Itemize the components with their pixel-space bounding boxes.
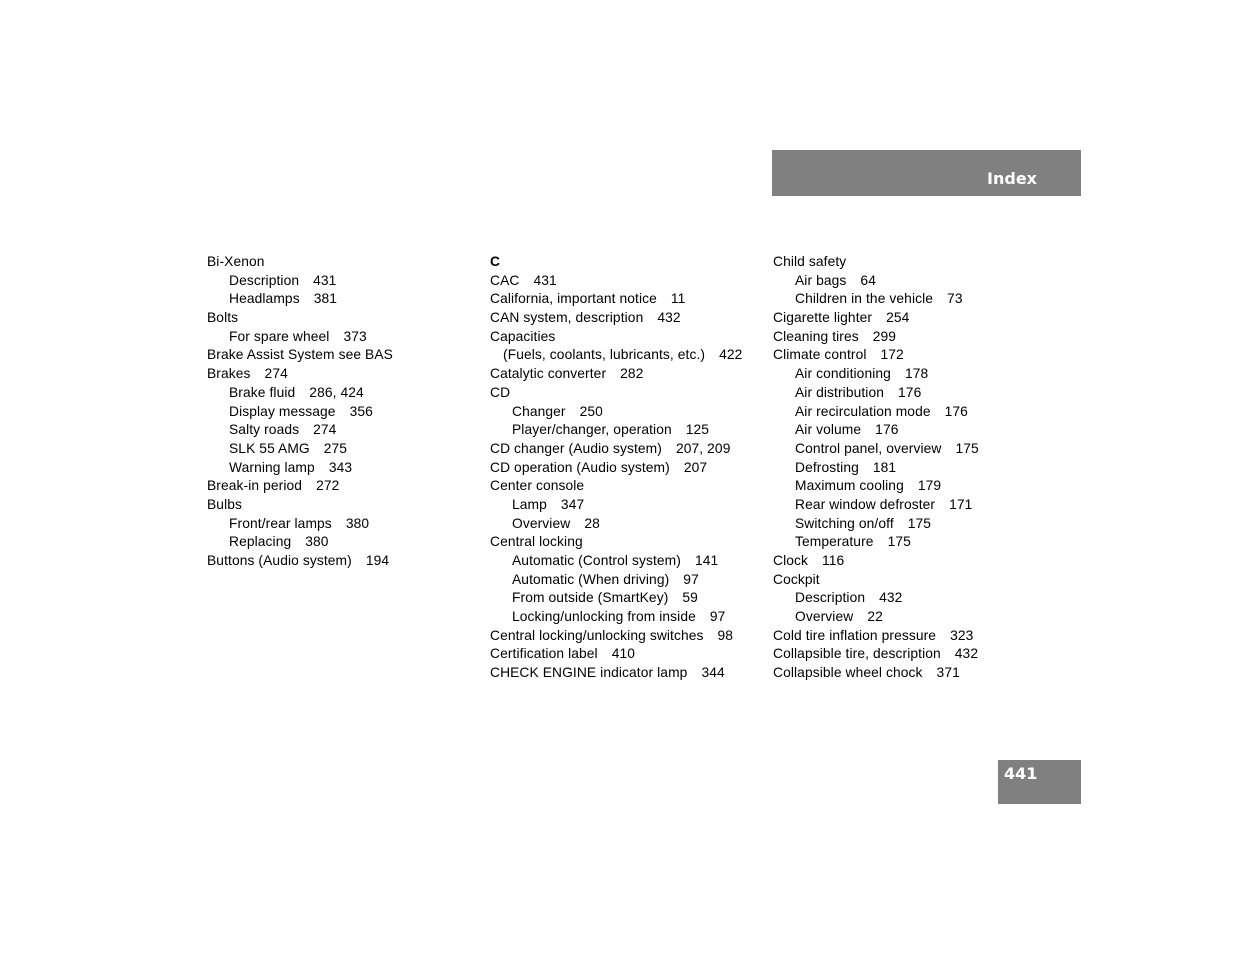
index-entry bbox=[207, 403, 477, 422]
index-entry-text: Player/changer, operation bbox=[512, 422, 672, 438]
index-entry bbox=[773, 533, 1043, 552]
index-entry bbox=[773, 627, 1043, 646]
index-entry-text: Air volume bbox=[795, 422, 862, 438]
index-entry-text: Description bbox=[795, 590, 866, 606]
index-entry bbox=[773, 421, 1043, 440]
index-page-ref: 275 bbox=[323, 440, 348, 456]
index-entry-text: Bulbs bbox=[207, 496, 243, 512]
index-entry-text: Defrosting bbox=[795, 459, 859, 475]
index-entry-text: California, important notice bbox=[490, 291, 657, 307]
index-entry bbox=[773, 253, 1043, 272]
index-page-ref: 432 bbox=[879, 590, 903, 606]
index-column-1 bbox=[207, 253, 477, 571]
index-entry bbox=[773, 328, 1043, 347]
index-page-ref: 371 bbox=[936, 665, 960, 681]
index-entry bbox=[490, 664, 760, 683]
index-page-ref: 373 bbox=[343, 328, 367, 344]
index-page-ref: 97 bbox=[683, 571, 699, 587]
index-page-ref: 431 bbox=[313, 272, 337, 288]
index-entry bbox=[490, 459, 760, 478]
index-entry-text: Collapsible tire, description bbox=[773, 646, 941, 662]
index-page-ref: 194 bbox=[365, 553, 390, 568]
index-page-ref: 343 bbox=[328, 459, 353, 475]
index-entry bbox=[773, 552, 1043, 571]
index-entry bbox=[207, 365, 477, 384]
index-entry bbox=[490, 384, 760, 403]
index-entry bbox=[773, 272, 1043, 291]
index-page-ref: 347 bbox=[560, 496, 585, 512]
index-entry-text: From outside (SmartKey) bbox=[512, 590, 669, 606]
index-page-ref: 22 bbox=[867, 609, 883, 625]
index-entry bbox=[773, 459, 1043, 478]
index-entry bbox=[773, 664, 1043, 683]
index-entry bbox=[490, 477, 760, 496]
index-page-ref: 176 bbox=[875, 422, 899, 438]
index-page-ref: 286, 424 bbox=[309, 384, 364, 400]
index-entry-text: Warning lamp bbox=[229, 459, 315, 475]
index-page-ref: 299 bbox=[872, 328, 897, 344]
index-column-3 bbox=[773, 253, 1043, 683]
index-entry bbox=[207, 552, 477, 571]
index-entry-text: Catalytic converter bbox=[490, 366, 607, 382]
index-entry bbox=[773, 608, 1043, 627]
index-entry-text: Rear window defroster bbox=[795, 496, 936, 512]
index-entry bbox=[773, 589, 1043, 608]
index-entry-text: Front/rear lamps bbox=[229, 515, 332, 531]
index-page-ref: 11 bbox=[670, 291, 686, 307]
index-entry-text: Air bags bbox=[795, 272, 847, 288]
index-entry bbox=[490, 328, 760, 347]
index-entry bbox=[490, 309, 760, 328]
index-entry-text: Cockpit bbox=[773, 571, 820, 587]
index-page-ref: 282 bbox=[620, 366, 644, 382]
index-column-2 bbox=[490, 253, 760, 683]
index-entry-text: Capacities bbox=[490, 328, 556, 344]
index-entry-text: Collapsible wheel chock bbox=[773, 665, 923, 681]
index-page-ref: 381 bbox=[313, 291, 338, 307]
index-entry-text: Bolts bbox=[207, 310, 239, 326]
index-entry bbox=[490, 403, 760, 422]
index-entry-text: Changer bbox=[512, 403, 566, 419]
index-entry-text: Central locking/unlocking switches bbox=[490, 627, 704, 643]
index-entry-text: Climate control bbox=[773, 347, 867, 363]
index-entry bbox=[207, 533, 477, 552]
index-entry bbox=[490, 346, 760, 365]
index-entry-text: Brake fluid bbox=[229, 384, 296, 400]
index-page-ref: 410 bbox=[611, 646, 636, 662]
index-entry bbox=[207, 440, 477, 459]
index-page-ref: 179 bbox=[917, 478, 942, 494]
index-entry-text: Buttons (Audio system) bbox=[207, 553, 352, 568]
index-entry bbox=[773, 440, 1043, 459]
index-entry-text: Lamp bbox=[512, 496, 547, 512]
index-entry-text: Display message bbox=[229, 403, 336, 419]
index-entry-text: CHECK ENGINE indicator lamp bbox=[490, 665, 688, 681]
index-page-ref: 175 bbox=[955, 440, 979, 456]
index-entry bbox=[773, 290, 1043, 309]
index-entry-text: Switching on/off bbox=[795, 515, 894, 531]
index-entry-text: Central locking bbox=[490, 534, 583, 550]
index-entry bbox=[490, 627, 760, 646]
index-page-ref: 272 bbox=[316, 478, 340, 494]
index-page-ref: 28 bbox=[584, 515, 600, 531]
index-page-ref: 171 bbox=[949, 496, 973, 512]
index-entry bbox=[490, 571, 760, 590]
index-entry bbox=[773, 496, 1043, 515]
index-entry-text: Children in the vehicle bbox=[795, 291, 934, 307]
index-entry-text: Maximum cooling bbox=[795, 478, 904, 494]
index-entry bbox=[490, 645, 760, 664]
index-page-ref: 98 bbox=[717, 627, 734, 643]
index-page-ref: 250 bbox=[579, 403, 603, 419]
index-entry-text: Child safety bbox=[773, 254, 847, 269]
index-entry bbox=[490, 272, 760, 291]
index-entry bbox=[490, 608, 760, 627]
index-page-ref: 207 bbox=[683, 459, 708, 475]
index-page-ref: 178 bbox=[904, 366, 929, 382]
index-entry-text: Cleaning tires bbox=[773, 328, 859, 344]
index-entry bbox=[773, 346, 1043, 365]
index-entry-text: CAN system, description bbox=[490, 310, 644, 326]
index-entry bbox=[490, 533, 760, 552]
index-entry bbox=[207, 346, 477, 365]
index-entry-text: Automatic (Control system) bbox=[512, 553, 681, 568]
index-page-ref: 344 bbox=[701, 665, 725, 681]
index-entry bbox=[773, 384, 1043, 403]
index-page-ref: 274 bbox=[264, 366, 288, 382]
index-entry bbox=[490, 421, 760, 440]
index-entry bbox=[207, 328, 477, 347]
index-entry-text: Air recirculation mode bbox=[795, 403, 931, 419]
index-entry-text: Headlamps bbox=[229, 291, 300, 307]
index-page-ref: 176 bbox=[944, 403, 968, 419]
index-entry bbox=[207, 515, 477, 534]
index-entry bbox=[773, 309, 1043, 328]
index-entry bbox=[207, 290, 477, 309]
index-entry-text: SLK 55 AMG bbox=[229, 440, 310, 456]
index-entry-text: CAC bbox=[490, 272, 520, 288]
index-page-ref: 207, 209 bbox=[675, 440, 731, 456]
index-page-ref: 432 bbox=[954, 646, 979, 662]
index-page-ref: 175 bbox=[907, 515, 932, 531]
index-page-ref: 274 bbox=[313, 422, 337, 438]
index-entry-text: Air distribution bbox=[795, 384, 885, 400]
index-entry-text: Automatic (When driving) bbox=[512, 571, 670, 587]
index-entry bbox=[490, 515, 760, 534]
index-page-ref: 431 bbox=[533, 272, 557, 288]
index-entry-text: Air conditioning bbox=[795, 366, 891, 382]
index-entry-text: Break-in period bbox=[207, 478, 303, 494]
section-tab-index: Index bbox=[772, 150, 1081, 196]
index-page-ref: 356 bbox=[349, 403, 373, 419]
index-entry-text: (Fuels, coolants, lubricants, etc.) bbox=[503, 347, 706, 363]
index-entry-text: Replacing bbox=[229, 534, 292, 550]
index-page-ref: 73 bbox=[947, 291, 963, 307]
index-letter-heading bbox=[490, 253, 760, 272]
index-entry-text: CD bbox=[490, 384, 511, 400]
index-entry bbox=[773, 365, 1043, 384]
index-entry-text: C bbox=[490, 254, 501, 269]
index-page-ref: 59 bbox=[682, 590, 698, 606]
index-entry bbox=[773, 477, 1043, 496]
index-page-ref: 141 bbox=[694, 553, 719, 568]
index-entry-text: Bi-Xenon bbox=[207, 254, 265, 269]
index-entry-text: Cigarette lighter bbox=[773, 310, 873, 326]
index-entry bbox=[490, 589, 760, 608]
index-entry-text: Brakes bbox=[207, 366, 251, 382]
index-entry bbox=[207, 309, 477, 328]
index-entry bbox=[490, 496, 760, 515]
index-entry-text: Overview bbox=[795, 609, 854, 625]
index-page-ref: 432 bbox=[657, 310, 681, 326]
index-entry bbox=[490, 365, 760, 384]
index-entry-text: Center console bbox=[490, 478, 585, 494]
index-entry bbox=[773, 403, 1043, 422]
index-entry bbox=[207, 477, 477, 496]
index-entry bbox=[773, 571, 1043, 590]
index-entry-text: Salty roads bbox=[229, 422, 300, 438]
index-entry bbox=[207, 421, 477, 440]
index-page-ref: 175 bbox=[887, 534, 911, 550]
index-page-ref: 172 bbox=[880, 347, 904, 363]
index-entry bbox=[490, 440, 760, 459]
index-entry-text: For spare wheel bbox=[229, 328, 330, 344]
index-entry bbox=[207, 253, 477, 272]
index-entry-text: Certification label bbox=[490, 646, 598, 662]
index-page-ref: 64 bbox=[860, 272, 876, 288]
index-page-ref: 116 bbox=[822, 553, 845, 568]
index-entry-text: Cold tire inflation pressure bbox=[773, 627, 937, 643]
index-entry-text: Description bbox=[229, 272, 300, 288]
index-entry-text: Overview bbox=[512, 515, 571, 531]
page-number: 441 bbox=[998, 760, 1081, 804]
index-page-ref: 97 bbox=[709, 609, 726, 625]
index-entry-text: Control panel, overview bbox=[795, 440, 942, 456]
index-page-ref: 176 bbox=[898, 384, 922, 400]
index-page-ref: 380 bbox=[345, 515, 370, 531]
index-entry bbox=[490, 552, 760, 571]
index-entry bbox=[490, 290, 760, 309]
index-page-ref: 323 bbox=[950, 627, 974, 643]
index-entry bbox=[207, 496, 477, 515]
index-entry-text: Locking/unlocking from inside bbox=[512, 609, 696, 625]
index-entry bbox=[207, 384, 477, 403]
index-entry-text: Temperature bbox=[795, 534, 874, 550]
index-entry bbox=[207, 459, 477, 478]
index-entry-text: Brake Assist System see BAS bbox=[207, 347, 393, 363]
index-page-ref: 380 bbox=[305, 534, 329, 550]
index-entry bbox=[207, 272, 477, 291]
index-entry bbox=[773, 515, 1043, 534]
index-entry-text: Clock bbox=[773, 553, 808, 568]
index-page-ref: 181 bbox=[872, 459, 897, 475]
index-entry bbox=[773, 645, 1043, 664]
index-page-ref: 422 bbox=[719, 347, 743, 363]
index-page-ref: 254 bbox=[886, 310, 910, 326]
index-entry-text: CD changer (Audio system) bbox=[490, 440, 662, 456]
index-page-ref: 125 bbox=[685, 422, 710, 438]
index-entry-text: CD operation (Audio system) bbox=[490, 459, 670, 475]
